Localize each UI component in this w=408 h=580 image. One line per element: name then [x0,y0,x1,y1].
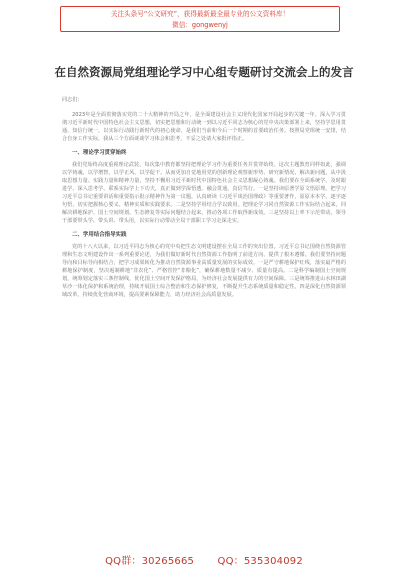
promo-banner[interactable] [60,6,340,32]
section-1-paragraph: 我们党始终高度重视理论武装，每次集中教育都坚持把理论学习作为重要任务并贯穿始终。这次主题教育同样如此，强调以学铸魂、以学增智、以学正风、以学促干。从而更加自觉地用党的创新理论观察新形势、研究新情况、解决新问题。从中汲取思想力量、实践力量和精神力量，坚持不懈用习近平新时代中国特色社会主义思想凝心铸魂。我们要在全面系统学、及时跟进学、深入思考学、联系实际学上下功夫，真正做到学深悟透、融会贯通、真信笃行。一是坚持读原著学原文悟原理。把学习习近平总书记重要讲话和重要指示批示精神作为第一议题，认真研读《习近平谈治国理政》等重要著作，原原本本学、逐字逐句悟，切实把握核心要义、精神实质和实践要求。二是坚持学用结合学以致用。把理论学习同自然资源工作实际结合起来，同解决耕地保护、国土空间规划、生态修复等实际问题结合起来，推动各项工作取得新成效。三是坚持以上率下示范带动。领导干部要带头学、带头讲、带头用，以实际行动带动全局干部职工学习走深走实。 [62,162,346,224]
banner-line-1: 关注头条号“公文研究”，获得最新最全最专业的公文资料库！ [110,10,290,18]
section-2-paragraph: 党的十八大以来，以习近平同志为核心的党中央把生态文明建设摆在全局工作的突出位置。习近平总书记围绕自然资源管理和生态文明建设作出一系列重要论述，为我们做好新时代自然资源工作指明了前进方向、提供了根本遵循。我们要坚持问题导向和目标导向相结合，把学习成果转化为推动自然资源事业高质量发展的实际成效。一是严守耕地保护红线，落实最严格的耕地保护制度，坚决遏制耕地“非农化”、严格管控“非粮化”，确保耕地数量不减少、质量有提高。二是科学编制国土空间规划，统筹划定落实三条控制线，优化国土空间开发保护格局，为经济社会发展提供有力的空间保障。三是统筹推进山水林田湖草沙一体化保护和系统治理，持续开展国土综合整治和生态保护修复，不断提升生态系统质量和稳定性。四是深化自然资源领域改革，持续优化营商环境，提高要素保障能力，助力经济社会高质量发展。 [62,244,346,298]
intro-paragraph: 2023年是全面贯彻落实党的二十大精神的开局之年，是全面建设社会主义现代化国家开局起步的关键一年。深入学习贯彻习近平新时代中国特色社会主义思想，切实把思想和行动统一到以习近平同志为核心的党中央决策部署上来，坚持学思用贯通、知信行统一，以实际行动践行新时代的初心使命，是我们当前和今后一个时期的首要政治任务。按照局党组统一安排，结合自身工作实际，我从三个方面谈谈学习体会和思考，不妥之处请大家批评指正。 [62,112,346,142]
document-title: 在自然资源局党组理论学习中心组专题研讨交流会上的发言 [54,65,354,79]
contact-footer [0,552,408,567]
section-heading-2: 二、学用结合指导实践 [72,232,127,238]
qq-number: QQ：535304092 [217,556,303,567]
section-heading-1: 一、理论学习贯穿始终 [72,150,127,156]
qq-group-number: QQ群：30265665 [105,556,195,567]
banner-line-2: 微信：gongwenyj [172,21,228,29]
greeting: 同志们： [62,97,83,103]
document-body [62,96,346,302]
